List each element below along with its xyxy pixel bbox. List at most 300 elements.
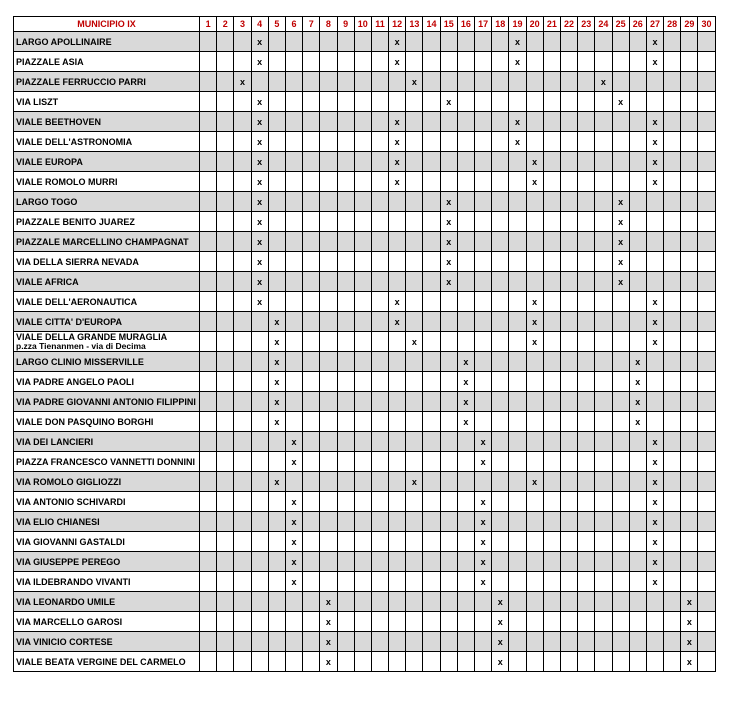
day-mark: x — [612, 212, 629, 232]
day-cell — [595, 152, 612, 172]
day-cell — [578, 152, 595, 172]
day-cell — [251, 492, 268, 512]
day-header-16: 16 — [457, 17, 474, 32]
street-name: PIAZZALE MARCELLINO CHAMPAGNAT — [14, 232, 200, 252]
day-cell — [389, 472, 406, 492]
day-cell — [440, 652, 457, 672]
day-cell — [406, 592, 423, 612]
day-cell — [217, 652, 234, 672]
day-cell — [509, 292, 526, 312]
day-cell — [320, 152, 337, 172]
day-cell — [475, 92, 492, 112]
street-name: PIAZZALE BENITO JUAREZ — [14, 212, 200, 232]
day-mark: x — [320, 632, 337, 652]
day-cell — [423, 412, 440, 432]
day-cell — [629, 312, 646, 332]
day-cell — [303, 532, 320, 552]
day-cell — [543, 572, 560, 592]
day-cell — [457, 552, 474, 572]
day-cell — [698, 272, 715, 292]
day-cell — [578, 92, 595, 112]
day-cell — [457, 32, 474, 52]
day-cell — [354, 292, 371, 312]
day-cell — [492, 52, 509, 72]
day-cell — [440, 472, 457, 492]
day-cell — [681, 32, 698, 52]
day-cell — [475, 172, 492, 192]
street-name: VIALE DELL'ASTRONOMIA — [14, 132, 200, 152]
day-cell — [646, 412, 663, 432]
street-name: VIA ILDEBRANDO VIVANTI — [14, 572, 200, 592]
day-cell — [440, 632, 457, 652]
day-cell — [406, 652, 423, 672]
day-cell — [337, 152, 354, 172]
day-cell — [526, 272, 543, 292]
day-cell — [543, 32, 560, 52]
day-cell — [526, 32, 543, 52]
day-cell — [217, 512, 234, 532]
day-cell — [337, 452, 354, 472]
day-cell — [698, 212, 715, 232]
day-cell — [578, 452, 595, 472]
table-row — [14, 232, 716, 252]
day-cell — [681, 52, 698, 72]
day-cell — [526, 212, 543, 232]
day-mark: x — [251, 192, 268, 212]
day-cell — [560, 32, 577, 52]
day-cell — [681, 152, 698, 172]
day-cell — [217, 232, 234, 252]
day-cell — [354, 592, 371, 612]
day-cell — [509, 152, 526, 172]
day-cell — [406, 112, 423, 132]
day-cell — [406, 292, 423, 312]
day-cell — [200, 72, 217, 92]
day-cell — [406, 512, 423, 532]
day-cell — [440, 72, 457, 92]
day-cell — [664, 532, 681, 552]
day-cell — [251, 72, 268, 92]
day-cell — [200, 652, 217, 672]
day-cell — [200, 152, 217, 172]
day-cell — [354, 652, 371, 672]
day-cell — [320, 392, 337, 412]
day-cell — [475, 212, 492, 232]
day-cell — [440, 612, 457, 632]
day-cell — [389, 412, 406, 432]
day-cell — [406, 152, 423, 172]
day-cell — [423, 432, 440, 452]
day-cell — [217, 552, 234, 572]
day-cell — [303, 492, 320, 512]
day-cell — [389, 192, 406, 212]
day-cell — [475, 112, 492, 132]
day-cell — [354, 572, 371, 592]
day-cell — [595, 92, 612, 112]
day-cell — [406, 492, 423, 512]
street-name: VIA PADRE GIOVANNI ANTONIO FILIPPINI — [14, 392, 200, 412]
day-cell — [440, 372, 457, 392]
day-cell — [200, 192, 217, 212]
day-cell — [578, 472, 595, 492]
day-mark: x — [320, 652, 337, 672]
day-cell — [492, 212, 509, 232]
day-cell — [406, 452, 423, 472]
day-cell — [337, 632, 354, 652]
day-cell — [629, 592, 646, 612]
day-cell — [560, 572, 577, 592]
day-cell — [509, 392, 526, 412]
day-cell — [509, 652, 526, 672]
day-cell — [612, 432, 629, 452]
day-cell — [200, 372, 217, 392]
day-cell — [200, 112, 217, 132]
day-mark: x — [268, 392, 285, 412]
day-cell — [423, 112, 440, 132]
day-cell — [560, 72, 577, 92]
day-cell — [595, 352, 612, 372]
day-cell — [698, 312, 715, 332]
day-cell — [698, 232, 715, 252]
day-cell — [595, 272, 612, 292]
day-mark: x — [406, 332, 423, 352]
day-cell — [595, 252, 612, 272]
day-cell — [612, 572, 629, 592]
day-cell — [303, 172, 320, 192]
day-cell — [200, 52, 217, 72]
day-cell — [371, 512, 388, 532]
day-cell — [595, 532, 612, 552]
day-mark: x — [406, 72, 423, 92]
day-cell — [698, 492, 715, 512]
day-cell — [389, 572, 406, 592]
day-cell — [285, 32, 302, 52]
day-cell — [303, 512, 320, 532]
day-cell — [234, 392, 251, 412]
day-cell — [578, 212, 595, 232]
day-cell — [337, 392, 354, 412]
day-cell — [337, 32, 354, 52]
day-mark: x — [492, 632, 509, 652]
day-cell — [234, 112, 251, 132]
day-cell — [217, 252, 234, 272]
street-name: VIA GIOVANNI GASTALDI — [14, 532, 200, 552]
day-cell — [337, 432, 354, 452]
day-cell — [200, 472, 217, 492]
day-cell — [492, 32, 509, 52]
day-cell — [629, 252, 646, 272]
day-cell — [595, 432, 612, 452]
table-row — [14, 612, 716, 632]
day-mark: x — [251, 132, 268, 152]
day-cell — [629, 492, 646, 512]
day-cell — [234, 592, 251, 612]
day-mark: x — [389, 132, 406, 152]
day-cell — [423, 372, 440, 392]
day-cell — [200, 32, 217, 52]
day-cell — [475, 312, 492, 332]
day-cell — [526, 572, 543, 592]
day-mark: x — [646, 472, 663, 492]
day-mark: x — [406, 472, 423, 492]
day-cell — [492, 112, 509, 132]
table-row — [14, 152, 716, 172]
day-cell — [698, 332, 715, 352]
day-cell — [509, 592, 526, 612]
day-cell — [406, 52, 423, 72]
day-cell — [389, 612, 406, 632]
day-cell — [200, 392, 217, 412]
day-cell — [371, 352, 388, 372]
day-cell — [234, 652, 251, 672]
day-mark: x — [389, 152, 406, 172]
day-cell — [526, 532, 543, 552]
day-cell — [664, 512, 681, 532]
day-cell — [612, 132, 629, 152]
day-cell — [664, 412, 681, 432]
day-cell — [303, 652, 320, 672]
day-cell — [629, 512, 646, 532]
day-cell — [543, 592, 560, 612]
day-cell — [457, 472, 474, 492]
day-cell — [492, 92, 509, 112]
day-mark: x — [492, 592, 509, 612]
day-mark: x — [440, 252, 457, 272]
table-row — [14, 532, 716, 552]
day-cell — [234, 432, 251, 452]
day-cell — [217, 452, 234, 472]
day-cell — [234, 352, 251, 372]
day-cell — [646, 652, 663, 672]
day-cell — [371, 392, 388, 412]
day-mark: x — [475, 492, 492, 512]
day-header-25: 25 — [612, 17, 629, 32]
day-cell — [389, 512, 406, 532]
day-cell — [268, 272, 285, 292]
day-cell — [234, 332, 251, 352]
day-cell — [457, 332, 474, 352]
day-cell — [509, 172, 526, 192]
day-cell — [698, 252, 715, 272]
day-cell — [509, 332, 526, 352]
day-cell — [217, 52, 234, 72]
day-mark: x — [251, 92, 268, 112]
day-cell — [543, 552, 560, 572]
day-cell — [578, 572, 595, 592]
day-cell — [560, 212, 577, 232]
day-cell — [440, 32, 457, 52]
day-cell — [337, 172, 354, 192]
day-cell — [475, 472, 492, 492]
day-cell — [492, 132, 509, 152]
day-cell — [423, 92, 440, 112]
day-cell — [664, 272, 681, 292]
day-cell — [406, 372, 423, 392]
day-cell — [457, 212, 474, 232]
day-cell — [251, 352, 268, 372]
day-cell — [492, 352, 509, 372]
day-cell — [217, 612, 234, 632]
day-cell — [389, 652, 406, 672]
day-mark: x — [612, 232, 629, 252]
day-cell — [354, 392, 371, 412]
day-cell — [595, 632, 612, 652]
day-cell — [475, 332, 492, 352]
day-cell — [354, 172, 371, 192]
day-mark: x — [389, 172, 406, 192]
day-cell — [251, 552, 268, 572]
day-cell — [629, 432, 646, 452]
day-cell — [234, 412, 251, 432]
day-cell — [629, 112, 646, 132]
day-cell — [509, 612, 526, 632]
day-cell — [492, 452, 509, 472]
day-cell — [268, 612, 285, 632]
day-cell — [560, 312, 577, 332]
street-name: VIALE CITTA' D'EUROPA — [14, 312, 200, 332]
day-cell — [354, 132, 371, 152]
day-cell — [698, 152, 715, 172]
day-cell — [217, 212, 234, 232]
day-cell — [320, 132, 337, 152]
day-cell — [440, 352, 457, 372]
day-cell — [303, 212, 320, 232]
day-cell — [646, 372, 663, 392]
day-cell — [406, 32, 423, 52]
day-cell — [285, 232, 302, 252]
day-cell — [371, 112, 388, 132]
day-cell — [475, 192, 492, 212]
schedule-table — [13, 16, 716, 672]
day-mark: x — [595, 72, 612, 92]
day-cell — [320, 552, 337, 572]
day-cell — [698, 592, 715, 612]
day-cell — [440, 552, 457, 572]
street-name: VIALE BEATA VERGINE DEL CARMELO — [14, 652, 200, 672]
day-cell — [612, 632, 629, 652]
table-row — [14, 432, 716, 452]
day-cell — [646, 392, 663, 412]
day-cell — [337, 472, 354, 492]
day-cell — [406, 212, 423, 232]
day-cell — [303, 372, 320, 392]
day-cell — [217, 112, 234, 132]
day-cell — [578, 532, 595, 552]
day-cell — [457, 172, 474, 192]
day-cell — [492, 372, 509, 392]
day-mark: x — [475, 532, 492, 552]
day-cell — [440, 132, 457, 152]
day-cell — [475, 52, 492, 72]
day-cell — [612, 172, 629, 192]
day-cell — [423, 152, 440, 172]
day-cell — [543, 132, 560, 152]
day-cell — [234, 52, 251, 72]
day-cell — [543, 612, 560, 632]
day-cell — [543, 112, 560, 132]
day-cell — [543, 372, 560, 392]
day-mark: x — [251, 152, 268, 172]
day-cell — [664, 452, 681, 472]
day-cell — [389, 532, 406, 552]
day-cell — [509, 252, 526, 272]
day-cell — [200, 252, 217, 272]
table-row — [14, 652, 716, 672]
day-cell — [629, 132, 646, 152]
day-cell — [200, 172, 217, 192]
day-cell — [371, 632, 388, 652]
day-cell — [681, 252, 698, 272]
day-mark: x — [646, 532, 663, 552]
day-cell — [526, 492, 543, 512]
day-cell — [543, 272, 560, 292]
day-cell — [612, 312, 629, 332]
day-cell — [337, 532, 354, 552]
day-cell — [423, 72, 440, 92]
day-cell — [595, 292, 612, 312]
day-cell — [578, 432, 595, 452]
day-cell — [526, 372, 543, 392]
day-cell — [578, 332, 595, 352]
day-cell — [612, 332, 629, 352]
day-cell — [578, 72, 595, 92]
day-cell — [354, 632, 371, 652]
day-mark: x — [285, 492, 302, 512]
day-mark: x — [251, 172, 268, 192]
day-cell — [354, 312, 371, 332]
day-cell — [475, 352, 492, 372]
day-cell — [320, 572, 337, 592]
street-name: LARGO TOGO — [14, 192, 200, 212]
day-cell — [389, 392, 406, 412]
day-cell — [303, 392, 320, 412]
day-cell — [234, 312, 251, 332]
day-cell — [646, 192, 663, 212]
day-cell — [560, 292, 577, 312]
day-mark: x — [526, 172, 543, 192]
day-cell — [303, 632, 320, 652]
day-cell — [526, 392, 543, 412]
day-cell — [595, 112, 612, 132]
day-cell — [423, 252, 440, 272]
day-cell — [354, 92, 371, 112]
day-cell — [543, 312, 560, 332]
day-cell — [234, 32, 251, 52]
day-cell — [543, 332, 560, 352]
day-cell — [457, 272, 474, 292]
day-cell — [578, 392, 595, 412]
day-cell — [285, 652, 302, 672]
day-mark: x — [285, 452, 302, 472]
day-cell — [492, 192, 509, 212]
day-cell — [200, 432, 217, 452]
day-mark: x — [268, 312, 285, 332]
day-cell — [664, 372, 681, 392]
day-cell — [371, 492, 388, 512]
day-cell — [629, 532, 646, 552]
day-cell — [320, 32, 337, 52]
day-cell — [251, 412, 268, 432]
day-cell — [698, 72, 715, 92]
table-row — [14, 372, 716, 392]
day-cell — [354, 212, 371, 232]
day-cell — [526, 432, 543, 452]
day-cell — [371, 72, 388, 92]
day-cell — [612, 412, 629, 432]
day-cell — [320, 232, 337, 252]
day-cell — [578, 172, 595, 192]
table-row — [14, 452, 716, 472]
